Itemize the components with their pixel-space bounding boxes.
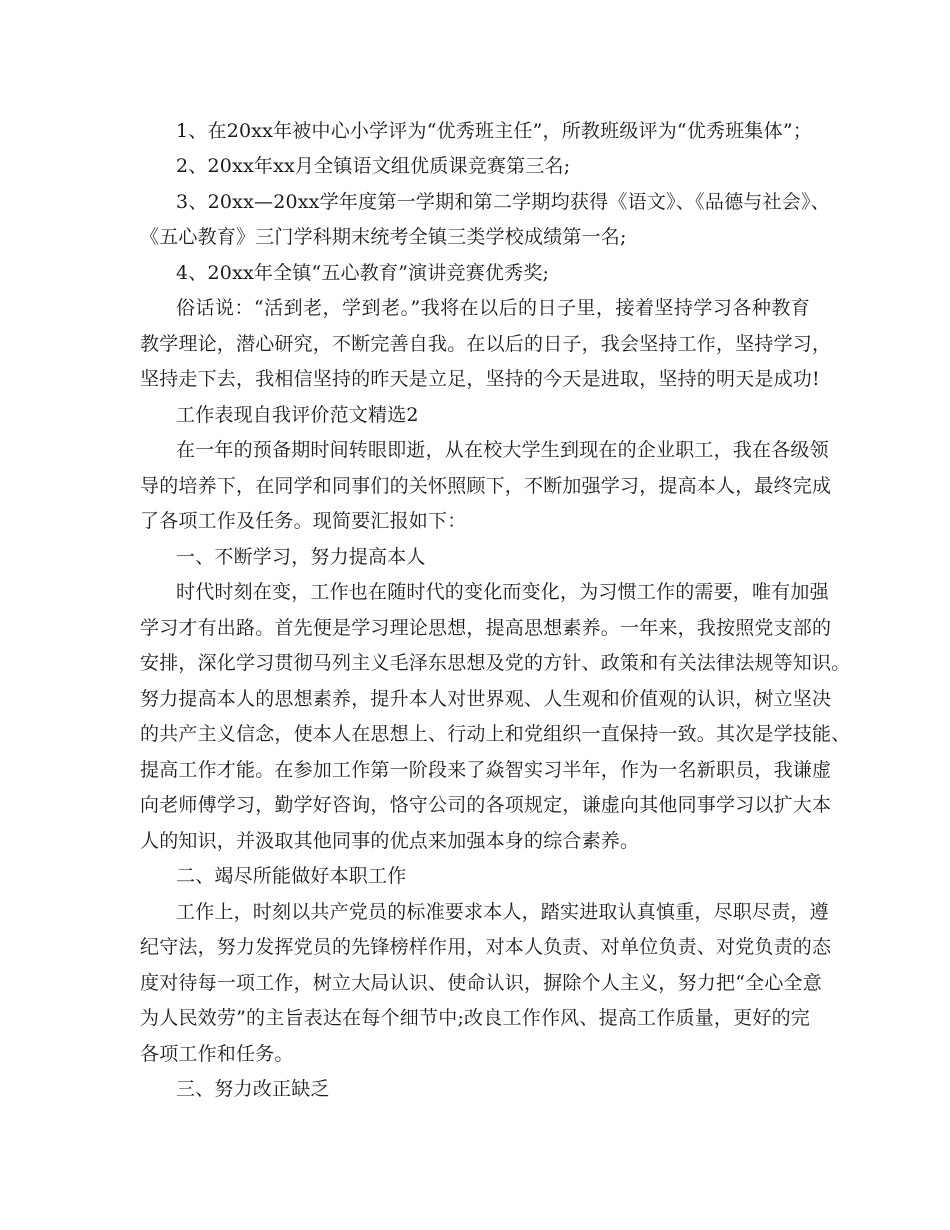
- paragraph-line: 各项工作和任务。: [140, 1043, 294, 1065]
- subheading: 一、不断学习，努力提高本人: [176, 546, 426, 568]
- subheading: 三、努力改正缺乏: [176, 1078, 330, 1100]
- achievement-item-2: 2、20xx年xx月全镇语文组优质课竞赛第三名;: [176, 155, 571, 177]
- paragraph-line: 了各项工作及任务。现简要汇报如下：: [140, 510, 467, 532]
- achievement-item-3: 3、20xx—20xx学年度第一学期和第二学期均获得《语文》、《品德与社会》、: [176, 191, 830, 213]
- achievement-item-4: 4、20xx年全镇“五心教育”演讲竞赛优秀奖;: [176, 262, 550, 284]
- section-title: 工作表现自我评价范文精选2: [176, 404, 419, 426]
- paragraph-line: 向老师傅学习，勤学好咨询，恪守公司的各项规定，谦虚向其他同事学习以扩大本: [140, 794, 832, 816]
- paragraph-line: 纪守法，努力发挥党员的先锋榜样作用，对本人负责、对单位负责、对党负责的态: [140, 936, 832, 958]
- paragraph-line: 在一年的预备期时间转眼即逝，从在校大学生到现在的企业职工，我在各级领: [176, 439, 829, 461]
- subheading: 二、竭尽所能做好本职工作: [176, 865, 407, 887]
- paragraph-line: 时代时刻在变，工作也在随时代的变化而变化，为习惯工作的需要，唯有加强: [176, 581, 829, 603]
- paragraph-line: 度对待每一项工作，树立大局认识、使命认识，摒除个人主义，努力把“全心全意: [140, 972, 822, 994]
- paragraph-line: 努力提高本人的思想素养，提升本人对世界观、人生观和价值观的认识，树立坚决: [140, 688, 832, 710]
- achievement-item-1: 1、在20xx年被中心小学评为“优秀班主任”，所教班级评为“优秀班集体”；: [176, 120, 812, 142]
- paragraph-line: 导的培养下，在同学和同事们的关怀照顾下，不断加强学习，提高本人，最终完成: [140, 475, 832, 497]
- paragraph-line: 提高工作才能。在参加工作第一阶段来了焱智实习半年，作为一名新职员，我谦虚: [140, 759, 832, 781]
- paragraph-line: 学习才有出路。首先便是学习理论思想，提高思想素养。一年来，我按照党支部的: [140, 617, 832, 639]
- paragraph-line: 的共产主义信念，使本人在思想上、行动上和党组织一直保持一致。其次是学技能、: [140, 723, 851, 745]
- paragraph-line: 教学理论，潜心研究，不断完善自我。在以后的日子，我会坚持工作，坚持学习，: [140, 333, 832, 355]
- achievement-item-3-continued: 《五心教育》三门学科期末统考全镇三类学校成绩第一名;: [140, 226, 627, 248]
- paragraph-line: 坚持走下去，我相信坚持的昨天是立足，坚持的今天是进取，坚持的明天是成功!: [140, 368, 820, 390]
- paragraph-line: 俗话说：“活到老，学到老。”我将在以后的日子里，接着坚持学习各种教育: [176, 297, 810, 319]
- paragraph-line: 安排，深化学习贯彻马列主义毛泽东思想及党的方针、政策和有关法律法规等知识。: [140, 652, 851, 674]
- paragraph-line: 工作上，时刻以共产党员的标准要求本人，踏实进取认真慎重，尽职尽责，遵: [176, 901, 829, 923]
- paragraph-line: 为人民效劳”的主旨表达在每个细节中;改良工作作风、提高工作质量，更好的完: [140, 1007, 810, 1029]
- paragraph-line: 人的知识，并汲取其他同事的优点来加强本身的综合素养。: [140, 830, 640, 852]
